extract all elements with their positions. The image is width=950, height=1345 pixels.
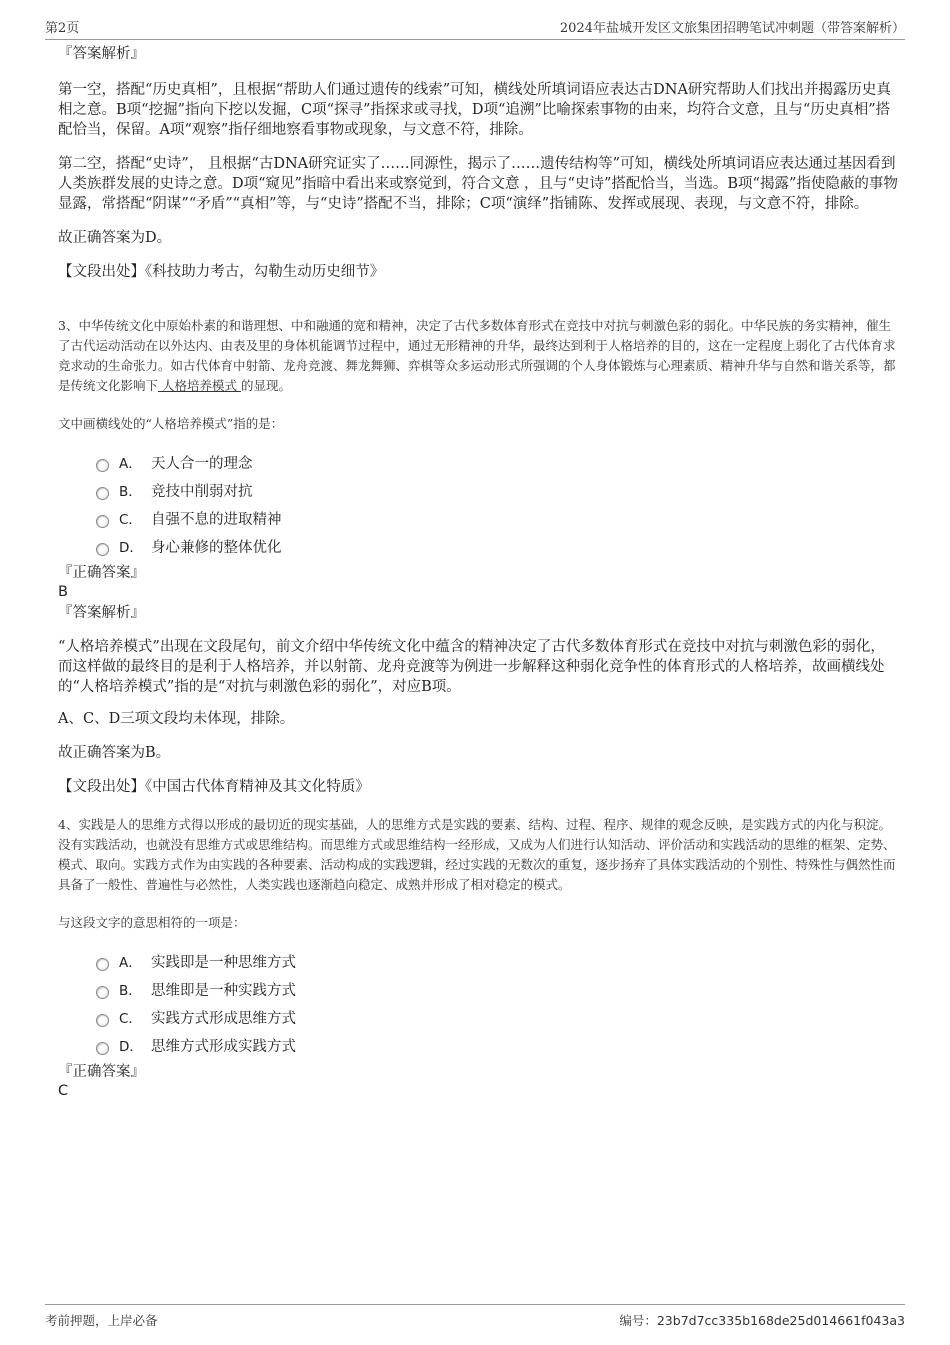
q4-options (58, 947, 898, 1059)
q3-conclusion: 故正确答案为B。 (58, 745, 171, 761)
q3-underlined-term: 人格培养模式 (158, 378, 241, 393)
radio-icon[interactable] (96, 1042, 109, 1055)
q4-passage: 4、实践是人的思维方式得以形成的最切近的现实基础，人的思维方式是实践的要素、结构、过程、程序、规律的观念反映，是实践方式的内化与积淀。没有实践活动，也就没有思维方式或思维结构。而思维方式或思维结构一经形成，又成为人们进行认知活动、评价活动和实践活动的思维的框架、定势、模式、取向。实践方式作为由实践的各种要素、活动构成的实践逻辑，经过实践的无数次的重复，逐步扬弃了具体实践活动的个别性、特殊性与偶然性而具备了一般性、普遍性与必然性，人类实践也逐渐趋向稳定、成熟并形成了相对稳定的模式。 (58, 817, 896, 892)
radio-icon[interactable] (96, 1014, 109, 1027)
option-text: 思维即是一种实践方式 (151, 982, 296, 999)
q3-answer: B (58, 584, 68, 600)
option-letter: B． (119, 484, 142, 500)
option-text: 思维方式形成实践方式 (151, 1038, 296, 1055)
radio-icon[interactable] (96, 487, 109, 500)
q3-source: 【文段出处】《中国古代体育精神及其文化特质》 (58, 779, 370, 795)
page-footer (45, 1304, 905, 1331)
document-title: 2024年盐城开发区文旅集团招聘笔试冲刺题（带答案解析） (559, 21, 905, 36)
option-text: 实践即是一种思维方式 (151, 954, 296, 971)
q3-option-a[interactable] (96, 448, 898, 476)
option-text: 天人合一的理念 (151, 455, 253, 472)
radio-icon[interactable] (96, 986, 109, 999)
page-header (45, 14, 905, 40)
option-text: 身心兼修的整体优化 (151, 539, 282, 556)
radio-icon[interactable] (96, 958, 109, 971)
q3-question: 文中画横线处的“人格培养模式”指的是： (58, 416, 284, 431)
option-letter: A． (119, 955, 142, 971)
q3-analysis-label: 『答案解析』 (58, 605, 145, 621)
q2-analysis-para1: 第一空，搭配“历史真相”，且根据“帮助人们通过遗传的线索”可知，横线处所填词语应表达古DNA研究帮助人们找出并揭露历史真相之意。B项“挖掘”指向下挖以发掘，C项“探寻”指探求或寻找，D项“追溯”比喻探索事物的由来，均符合文意，且与“历史真相”搭配恰当，保留。A项“观察”指仔细地察看事物或现象，与文意不符，排除。 (58, 82, 891, 138)
q4-option-a[interactable] (96, 947, 898, 975)
footer-slogan: 考前押题，上岸必备 (45, 1313, 158, 1328)
document-code (619, 1311, 905, 1329)
option-letter: C． (119, 1011, 142, 1027)
page-number: 第2页 (45, 21, 80, 36)
option-text: 实践方式形成思维方式 (151, 1010, 296, 1027)
q3-option-b[interactable] (96, 476, 898, 504)
q3-passage (58, 316, 898, 396)
option-letter: B． (119, 983, 142, 999)
q3-passage-text: 3、中华传统文化中原始朴素的和谐理想、中和融通的宽和精神，决定了古代多数体育形式在竞技中对抗与刺激色彩的弱化。中华民族的务实精神，催生了古代运动活动在以外达内、由表及里的身体机能调节过程中，通过无形精神的升华，最终达到利于人格培养的目的，这在一定程度上弱化了古代体育求竞求动的生命张力。如古代体育中射箭、龙舟竞渡、舞龙舞狮、弈棋等众多运动形式所强调的个人身体锻炼与心理素质、精神升华与自然和谐关系等，都是传统文化影响下 (58, 318, 896, 393)
page-content (58, 44, 898, 1103)
option-text: 竞技中削弱对抗 (151, 483, 253, 500)
radio-icon[interactable] (96, 459, 109, 472)
q3-analysis-para1: “人格培养模式”出现在文段尾句，前文介绍中华传统文化中蕴含的精神决定了古代多数体育形式在竞技中对抗与刺激色彩的弱化，而这样做的最终目的是利于人格培养，并以射箭、龙舟竞渡等为例进一步解释这种弱化竞争性的体育形式的人格培养，故画横线处的“人格培养模式”指的是“对抗与刺激色彩的弱化”，对应B项。 (58, 639, 885, 695)
q3-passage-end: 的显现。 (240, 378, 291, 393)
q2-analysis-label: 『答案解析』 (58, 46, 145, 62)
q2-analysis-para2: 第二空，搭配“史诗”， 且根据“古DNA研究证实了……同源性，揭示了……遗传结构等”可知，横线处所填词语应表达通过基因看到人类族群发展的史诗之意。D项“窥见”指暗中看出来或察觉到，符合文意 ，且与“史诗”搭配恰当，当选。B项“揭露”指使隐蔽的事物显露，常搭配“阴谋”“矛盾”“真相”等，与“史诗”搭配不当，排除；C项“演绎”指铺陈、发挥或展现、表现，与文意不符，排除。 (58, 156, 898, 212)
q2-source: 【文段出处】《科技助力考古，勾勒生动历史细节》 (58, 264, 385, 280)
code-value: 23b7d7cc335b168de25d014661f043a3 (656, 1313, 905, 1328)
option-letter: D． (119, 540, 143, 556)
code-label: 编号： (619, 1313, 657, 1328)
option-letter: C． (119, 512, 142, 528)
option-text: 自强不息的进取精神 (151, 511, 282, 528)
radio-icon[interactable] (96, 543, 109, 556)
q4-option-c[interactable] (96, 1003, 898, 1031)
q4-answer: C (58, 1083, 69, 1099)
q4-option-d[interactable] (96, 1031, 898, 1059)
q3-option-d[interactable] (96, 532, 898, 560)
q4-question: 与这段文字的意思相符的一项是： (58, 915, 246, 930)
option-letter: A． (119, 456, 142, 472)
q2-conclusion: 故正确答案为D。 (58, 230, 172, 246)
q3-answer-label: 『正确答案』 (58, 565, 145, 581)
q4-answer-label: 『正确答案』 (58, 1064, 145, 1080)
q3-option-c[interactable] (96, 504, 898, 532)
q4-option-b[interactable] (96, 975, 898, 1003)
q3-options (58, 448, 898, 560)
option-letter: D． (119, 1039, 143, 1055)
q3-analysis-para2: A、C、D三项文段均未体现，排除。 (58, 711, 295, 727)
radio-icon[interactable] (96, 515, 109, 528)
